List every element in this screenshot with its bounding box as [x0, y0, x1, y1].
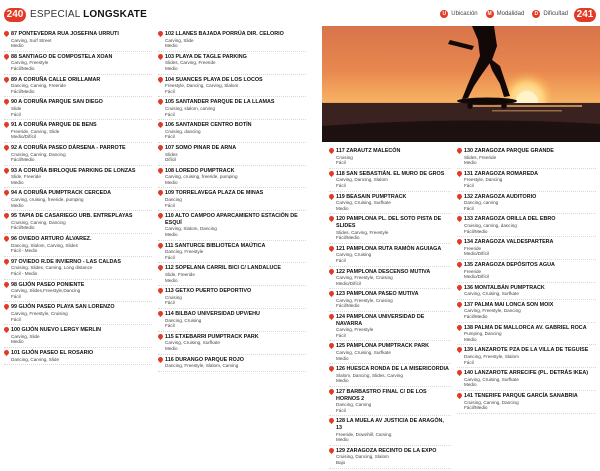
- spot-entry: [4, 77, 152, 98]
- spot-title: 129 ZARAGOZA RECINTO DE LA EXPO: [336, 447, 437, 454]
- spot-entry: [158, 213, 306, 240]
- map-pin-icon: [457, 325, 462, 331]
- spot-entry: [4, 327, 152, 348]
- spot-title: 134 ZARAGOZA VALDESPARTERA: [464, 239, 554, 246]
- map-pin-icon: [457, 171, 462, 177]
- spot-modality: Cruising, slalom, carving: [165, 105, 216, 111]
- spot-modality: Carving, Cruising: [336, 252, 372, 258]
- spot-difficulty: Medio: [464, 336, 477, 342]
- map-pin-icon: [4, 99, 9, 105]
- spot-entry: [457, 148, 596, 169]
- map-pin-icon: [4, 168, 9, 174]
- spot-difficulty: Bajo: [336, 459, 346, 465]
- spot-entry: [4, 236, 152, 257]
- page-header: [0, 0, 600, 28]
- spot-entry: [457, 285, 596, 300]
- map-pin-icon: [4, 31, 9, 37]
- spot-difficulty: Medio: [336, 378, 349, 384]
- spot-entry: [329, 343, 451, 364]
- spot-title: 111 SANTURCE BIBLIOTECA MAÚTICA: [165, 242, 266, 249]
- spot-title: 87 PONTEVEDRA RUA JOSEFINA URRUTI: [11, 31, 119, 37]
- map-pin-icon: [158, 99, 163, 105]
- spot-entry: [457, 347, 596, 368]
- spot-title: 136 MONTALBÁN PUMPTRACK: [464, 284, 545, 291]
- spot-difficulty: Fácil: [165, 134, 175, 140]
- spot-difficulty: Fácil/Medio: [464, 314, 488, 320]
- map-pin-icon: [4, 350, 9, 356]
- spot-modality: Slides: [165, 151, 178, 157]
- spot-difficulty: Fácil: [165, 88, 175, 94]
- spot-modality: Dancing, Freestyle, Slalom, Carving: [165, 363, 239, 369]
- spot-title: 118 SAN SEBASTIÁN. EL MURO DE GROS: [336, 170, 445, 177]
- map-pin-icon: [457, 347, 462, 353]
- spot-modality: Cruising: [336, 154, 353, 160]
- spot-modality: Carving, Slide: [165, 37, 194, 43]
- spot-title: 138 PALMA DE MALLORCA AV. GABRIEL ROCA: [464, 324, 587, 331]
- spot-difficulty: Medio: [165, 345, 178, 351]
- map-pin-icon: [457, 194, 462, 200]
- page-number-left: 240: [4, 8, 26, 22]
- map-pin-icon: [4, 77, 9, 83]
- sunset-skater-photo: [322, 26, 600, 142]
- spot-entry: [4, 145, 152, 166]
- spot-title: 120 PAMPLONA PL. DEL SOTO PISTA DE SLIDES: [336, 216, 442, 229]
- spot-entry: [158, 243, 306, 264]
- spot-title: 101 GIJÓN PASEO EL ROSARIO: [11, 349, 94, 356]
- spot-entry: [4, 99, 152, 120]
- spot-entry: [329, 418, 451, 445]
- difficulty-icon: D: [532, 10, 540, 18]
- spot-entry: [457, 370, 596, 391]
- spot-difficulty: Medio/Difícil: [336, 280, 362, 286]
- spot-entry: [158, 190, 306, 211]
- spot-modality: Slides, Carving, Freestyle: [336, 229, 389, 235]
- spot-modality: Carving, Surf Street: [11, 37, 52, 43]
- spot-modality: Dancing, Slalom, Carving, Slides: [11, 242, 78, 248]
- spot-modality: Cruising, Carving, Dancing: [11, 219, 66, 225]
- map-pin-icon: [457, 285, 462, 291]
- spot-entry: [158, 145, 306, 166]
- spot-modality: Carving, Cruising, Surfkate: [464, 291, 519, 297]
- spot-entry: [4, 282, 152, 303]
- map-pin-icon: [158, 168, 163, 174]
- map-pin-icon: [329, 366, 334, 372]
- spot-entry: [457, 171, 596, 192]
- spot-modality: Slalom, Dancing, Slides, Carving: [336, 372, 403, 378]
- spot-entry: [158, 265, 306, 286]
- listing-column-1: [4, 31, 152, 367]
- spot-title: 125 PAMPLONA PUMPTRACK PARK: [336, 343, 430, 350]
- spot-title: 124 PAMPLONA UNIVERSIDAD DE NAVARRA: [336, 314, 425, 327]
- spot-modality: Carving, Cruising, Surfkate: [336, 200, 391, 206]
- spot-title: 123 PAMPLONA PASEO MUTIVA: [336, 291, 419, 298]
- legend-label: Modalidad: [496, 11, 525, 17]
- spot-difficulty: Fácil: [336, 407, 346, 413]
- spot-difficulty: Fácil: [336, 160, 346, 166]
- spot-difficulty: Fácil - Medio: [11, 248, 38, 254]
- listing-column-2: [158, 31, 306, 374]
- map-pin-icon: [158, 213, 163, 219]
- spot-difficulty: Fácil: [464, 359, 474, 365]
- spot-modality: Dancing, Freestyle: [165, 249, 204, 255]
- spot-title: 127 BARBASTRO FINAL C/ DE LOS HORNOS 2: [336, 389, 427, 402]
- spot-title: 112 SOPELANA CARRIL BICI C/ LANDALUCE: [165, 265, 281, 272]
- spot-entry: [4, 31, 152, 52]
- spot-entry: [457, 216, 596, 237]
- modality-icon: M: [487, 11, 492, 17]
- map-pin-icon: [329, 171, 334, 177]
- map-pin-icon: [158, 190, 163, 196]
- spot-title: 97 OVIEDO R.DE INVIERNO - LAS CALDAS: [11, 258, 121, 265]
- map-pin-icon: [329, 269, 334, 275]
- spot-modality: Slides, Freeride: [464, 154, 497, 160]
- spot-entry: [158, 77, 306, 98]
- map-pin-icon: [158, 265, 163, 271]
- map-pin-icon: [329, 291, 334, 297]
- spot-modality: Freestyle, Dancing, Carving, Slalom: [165, 83, 239, 89]
- section-title-main: LONGSKATE: [83, 9, 147, 20]
- legend-label: Ubicación: [451, 11, 478, 17]
- spot-difficulty: Medio: [11, 179, 24, 185]
- spot-title: 114 BILBAO UNIVERSIDAD UPV/EHU: [165, 310, 260, 317]
- spot-modality: Carving, Slides,Freestyle,Dancing: [11, 288, 81, 294]
- spot-title: 110 ALTO CAMPOO APARCAMIENTO ESTACIÓN DE ESQUÍ: [165, 213, 298, 226]
- spot-title: 132 ZARAGOZA AUDITORIO: [464, 193, 537, 200]
- spot-modality: Freestyle, Dancing: [464, 177, 503, 183]
- map-pin-icon: [158, 77, 163, 83]
- map-pin-icon: [457, 393, 462, 399]
- spot-entry: [329, 194, 451, 215]
- spot-difficulty: Medio/Difícil: [464, 251, 490, 257]
- spot-entry: [4, 122, 152, 143]
- map-pin-icon: [329, 246, 334, 252]
- spot-modality: Cruising, Carving, Dancing: [464, 399, 519, 405]
- legend-item-dificultad: [532, 10, 568, 18]
- legend-item-modalidad: [486, 10, 525, 18]
- spot-title: 133 ZARAGOZA ORILLA DEL EBRO: [464, 216, 556, 223]
- spot-title: 100 GIJÓN NUEVO LERGY MERLIN: [11, 327, 102, 334]
- spot-title: 88 SANTIAGO DE COMPOSTELA XOAN: [11, 53, 113, 60]
- spot-title: 121 PAMPLONA RUTA RAMÓN AGUIAGA: [336, 245, 442, 252]
- map-pin-icon: [4, 122, 9, 128]
- spot-entry: [329, 216, 451, 243]
- spot-title: 91 A CORUÑA PARQUE DE BENS: [11, 122, 97, 129]
- spot-modality: Carving, Cruising, Surfkate: [464, 376, 519, 382]
- page-number-right: 241: [574, 8, 596, 22]
- spot-entry: [158, 99, 306, 120]
- spot-modality: Carving, Cruising, Surfkate: [165, 340, 220, 346]
- spot-title: 141 TENERIFE PARQUE GARCÍA SANABRIA: [464, 393, 578, 399]
- spot-modality: Carving, Cruising, Surfkate: [336, 350, 391, 356]
- spot-modality: Carving, Freestyle: [11, 60, 49, 66]
- spot-entry: [158, 311, 306, 332]
- spot-modality: Dancing, Carving, Freeride: [11, 83, 66, 89]
- map-pin-icon: [158, 357, 163, 363]
- map-pin-icon: [4, 145, 9, 151]
- spot-entry: [158, 122, 306, 143]
- spot-title: 89 A CORUÑA CALLE ORILLAMAR: [11, 76, 101, 83]
- spot-modality: Carving, cruising, freeride, pumping: [11, 197, 84, 203]
- spot-difficulty: Medio: [165, 65, 178, 71]
- spot-entry: [4, 54, 152, 75]
- spot-modality: Carving, Dancing, Slalom: [336, 177, 388, 183]
- spot-difficulty: Fácil/Medio: [11, 65, 35, 71]
- spot-difficulty: Medio: [165, 43, 178, 49]
- spot-title: 130 ZARAGOZA PARQUE GRANDE: [464, 148, 554, 154]
- spot-title: 90 A CORUÑA PARQUE SAN DIEGO: [11, 99, 103, 106]
- spot-title: 94 A CORUÑA PUMPTRACK CERCEDA: [11, 190, 112, 197]
- spot-title: 106 SANTANDER CENTRO BOTÍN: [165, 122, 252, 129]
- spot-title: 108 LOREDO PUMPTRACK: [165, 167, 235, 174]
- spot-entry: [158, 168, 306, 189]
- spot-difficulty: Fácil/Medio: [464, 405, 488, 411]
- map-pin-icon: [4, 236, 9, 242]
- map-pin-icon: [4, 190, 9, 196]
- spot-modality: Cruising, carving, dancing: [464, 222, 517, 228]
- spot-difficulty: Medio: [464, 382, 477, 388]
- spot-modality: Carving, Freestyle, Dancing: [464, 308, 521, 314]
- spot-difficulty: Fácil: [11, 111, 21, 117]
- spot-entry: [4, 190, 152, 211]
- spot-title: 93 A CORUÑA BIRLOQUE PARKING DE LONZAS: [11, 167, 136, 174]
- map-pin-icon: [329, 148, 334, 154]
- spot-entry: [158, 288, 306, 309]
- spot-modality: Carving, Slide: [11, 333, 40, 339]
- spot-difficulty: Difícil: [165, 157, 177, 163]
- spot-entry: [457, 262, 596, 283]
- spot-entry: [329, 291, 451, 312]
- spot-modality: Cruising: [165, 294, 182, 300]
- spot-difficulty: Fácil/Medio: [11, 157, 35, 163]
- spot-modality: Carving, Freestyle, Cruising: [336, 297, 393, 303]
- map-pin-icon: [158, 334, 163, 340]
- spot-title: 95 TAPIA DE CASARIEGO URB. ENTREPLAYAS: [11, 213, 133, 220]
- spot-entry: [457, 325, 596, 346]
- map-pin-icon: [457, 148, 462, 154]
- legend-item-ubicacion: [440, 10, 477, 18]
- spot-entry: [4, 304, 152, 325]
- map-pin-icon: [4, 213, 9, 219]
- spot-title: 109 TORRELAVEGA PLAZA DE MINAS: [165, 190, 264, 197]
- spot-difficulty: Medio: [11, 43, 24, 49]
- section-title-prefix: ESPECIAL: [30, 9, 81, 20]
- location-icon: U: [440, 10, 448, 18]
- spot-difficulty: Medio/Difícil: [11, 134, 37, 140]
- spot-modality: Slide: [11, 105, 22, 111]
- spot-difficulty: Medio: [165, 179, 178, 185]
- legend-label: Dificultad: [543, 11, 568, 17]
- spot-modality: Cruising, dancing: [165, 128, 201, 134]
- spot-title: 139 LANZAROTE PZA DE LA VILLA DE TEGUISE: [464, 347, 589, 354]
- spot-title: 119 BEASAIN PUMPTRACK: [336, 193, 407, 200]
- spot-modality: Dancing, carving: [464, 200, 499, 206]
- spot-modality: Carving, Freestyle, Cruising: [11, 310, 68, 316]
- spot-modality: Carving, Slalom, Dancing: [165, 226, 217, 232]
- map-pin-icon: [329, 389, 334, 395]
- spot-modality: Freeride, Carving, Slide: [11, 128, 60, 134]
- spot-modality: Cruising, Carving, Dancing: [11, 151, 66, 157]
- spot-entry: [457, 194, 596, 215]
- section-title: [30, 9, 147, 20]
- spot-modality: Cruising, Dancing, Slalom: [336, 454, 389, 460]
- spot-title: 117 ZARAUTZ MALECÓN: [336, 148, 401, 154]
- spot-modality: Cruising, Slides, Carving, Long distance: [11, 265, 93, 271]
- map-pin-icon: [158, 311, 163, 317]
- spot-difficulty: Fácil: [336, 182, 346, 188]
- spot-modality: Pumping, Dancing: [464, 331, 502, 337]
- map-pin-icon: [4, 304, 9, 310]
- listing-column-4: [457, 148, 596, 416]
- spot-modality: Freeride: [464, 268, 482, 274]
- spot-title: 131 ZARAGOZA ROMAREDA: [464, 170, 539, 177]
- legend: [440, 10, 568, 18]
- spot-entry: [329, 148, 451, 169]
- spot-title: 102 LLANES BAJADA PORRÚA DIR. CELORIO: [165, 31, 284, 37]
- spot-difficulty: Medio: [336, 437, 349, 443]
- map-pin-icon: [457, 302, 462, 308]
- spot-entry: [158, 357, 306, 372]
- spot-difficulty: Medio: [336, 355, 349, 361]
- spot-difficulty: Fácil/Medio: [464, 228, 488, 234]
- spot-title: 105 SANTANDER PARQUE DE LA LLAMAS: [165, 99, 275, 106]
- spot-difficulty: Fácil: [336, 257, 346, 263]
- map-pin-icon: [457, 262, 462, 268]
- map-pin-icon: [457, 216, 462, 222]
- spot-entry: [4, 213, 152, 234]
- spot-entry: [329, 366, 451, 387]
- map-pin-icon: [158, 122, 163, 128]
- spot-difficulty: Fácil: [165, 300, 175, 306]
- spot-difficulty: Fácil/Medio: [11, 225, 35, 231]
- map-pin-icon: [329, 216, 334, 222]
- map-pin-icon: [4, 259, 9, 265]
- spot-entry: [4, 168, 152, 189]
- spot-modality: Carving, Freestyle, Cruising: [336, 275, 393, 281]
- map-pin-icon: [329, 314, 334, 320]
- spot-difficulty: Medio: [165, 277, 178, 283]
- map-pin-icon: [457, 370, 462, 376]
- spot-modality: Carving, cruising, freeride, pumping: [165, 174, 238, 180]
- spot-difficulty: Medio: [464, 160, 477, 166]
- spot-entry: [4, 350, 152, 365]
- spot-difficulty: Fácil/Medio: [336, 235, 360, 241]
- map-pin-icon: [329, 418, 334, 424]
- spot-difficulty: Medio: [165, 232, 178, 238]
- spot-difficulty: Fácil: [11, 316, 21, 322]
- map-pin-icon: [4, 54, 9, 60]
- spot-title: 126 HUESCA RONDA DE LA MISERICORDIA: [336, 366, 449, 373]
- map-pin-icon: [158, 288, 163, 294]
- spot-entry: [158, 31, 306, 52]
- map-pin-icon: [329, 194, 334, 200]
- spot-entry: [329, 314, 451, 341]
- spot-difficulty: Fácil: [464, 182, 474, 188]
- map-pin-icon: [158, 145, 163, 151]
- spot-modality: Slides, Carving, Freeride: [165, 60, 216, 66]
- spot-title: 122 PAMPLONA DESCENSO MUTIVA: [336, 268, 431, 275]
- spot-title: 115 ETXEBARRI PUMPTRACK PARK: [165, 333, 259, 340]
- spot-difficulty: Fácil: [11, 293, 21, 299]
- spot-difficulty: Fácil - Medio: [11, 271, 38, 276]
- spot-entry: [329, 269, 451, 290]
- map-pin-icon: [158, 54, 163, 60]
- spot-title: 128 LA MUELA AV JUSTICIA DE ARAGÓN, 13: [336, 418, 444, 431]
- spot-title: 96 OVIEDO ARTURO ÁLVAREZ.: [11, 236, 92, 243]
- map-pin-icon: [158, 243, 163, 249]
- spot-difficulty: Fácil: [165, 202, 175, 208]
- map-pin-icon: [329, 343, 334, 349]
- spot-title: 99 GIJÓN PASEO PLAYA SAN LORENZO: [11, 304, 115, 311]
- spot-entry: [329, 389, 451, 416]
- spot-entry: [457, 302, 596, 323]
- spot-difficulty: Fácil: [336, 332, 346, 338]
- spot-title: 107 SOMO PINAR DE ARNA: [165, 144, 237, 151]
- spot-title: 113 GETXO PUERTO DEPORTIVO: [165, 288, 252, 295]
- spot-modality: Slide, Freeride: [165, 272, 195, 277]
- spot-difficulty: Fácil/Medio: [336, 303, 360, 309]
- map-pin-icon: [4, 327, 9, 333]
- spot-modality: Carving, Freestyle: [336, 327, 374, 333]
- spot-entry: [329, 448, 451, 469]
- spot-title: 92 A CORUÑA PASEO DÁRSENA - PARROTE: [11, 144, 126, 151]
- spot-difficulty: Medio/Difícil: [464, 274, 490, 280]
- spot-modality: Slide, Freeride: [11, 174, 41, 180]
- spot-entry: [158, 54, 306, 75]
- spot-entry: [329, 246, 451, 267]
- sunset-skater-silhouette-icon: [322, 26, 600, 142]
- spot-difficulty: Fácil: [464, 205, 474, 211]
- map-pin-icon: [158, 31, 163, 37]
- spot-entry: [4, 259, 152, 280]
- listing-column-3: [329, 148, 451, 471]
- map-pin-icon: [4, 282, 9, 288]
- spot-title: 98 GIJÓN PASEO PONIENTE: [11, 281, 85, 288]
- spot-modality: Dancing, Cruising: [165, 317, 202, 323]
- spot-entry: [457, 239, 596, 260]
- spot-difficulty: Medio: [11, 339, 24, 345]
- spot-modality: Freeride: [464, 245, 482, 251]
- spot-title: 135 ZARAGOZA DEPÓSITOS AGUA: [464, 261, 555, 268]
- spot-entry: [457, 393, 596, 414]
- spot-modality: Dancing, Freestyle, Slalom: [464, 354, 519, 360]
- spot-modality: Dancing, Carving, Slide: [11, 356, 60, 362]
- spot-difficulty: Medio: [336, 205, 349, 211]
- map-pin-icon: [457, 239, 462, 245]
- spot-modality: Dancing: [165, 197, 182, 203]
- spot-entry: [158, 334, 306, 355]
- spot-difficulty: Medio: [11, 202, 24, 208]
- spot-modality: Freeride, Downhill, Carving: [336, 431, 392, 437]
- map-pin-icon: [329, 448, 334, 454]
- spot-title: 104 SUANCES PLAYA DE LOS LOCOS: [165, 76, 263, 83]
- spot-difficulty: Fácil: [165, 323, 175, 329]
- spot-entry: [329, 171, 451, 192]
- spot-title: 103 PLAYA DE TAGLE PARKING: [165, 53, 247, 60]
- spot-difficulty: Fácil: [165, 254, 175, 260]
- spot-modality: Dancing, Carving: [336, 402, 372, 408]
- spot-title: 116 DURANGO PARQUE ROJO: [165, 356, 244, 363]
- spot-difficulty: Fácil: [165, 111, 175, 117]
- spot-title: 140 LANZAROTE ARRECIFE (PL. DETRÁS IKEA): [464, 370, 589, 377]
- spot-title: 137 PALMA MAI LONCA SON MOIX: [464, 301, 554, 308]
- spot-difficulty: Fácil/Medio: [11, 88, 35, 94]
